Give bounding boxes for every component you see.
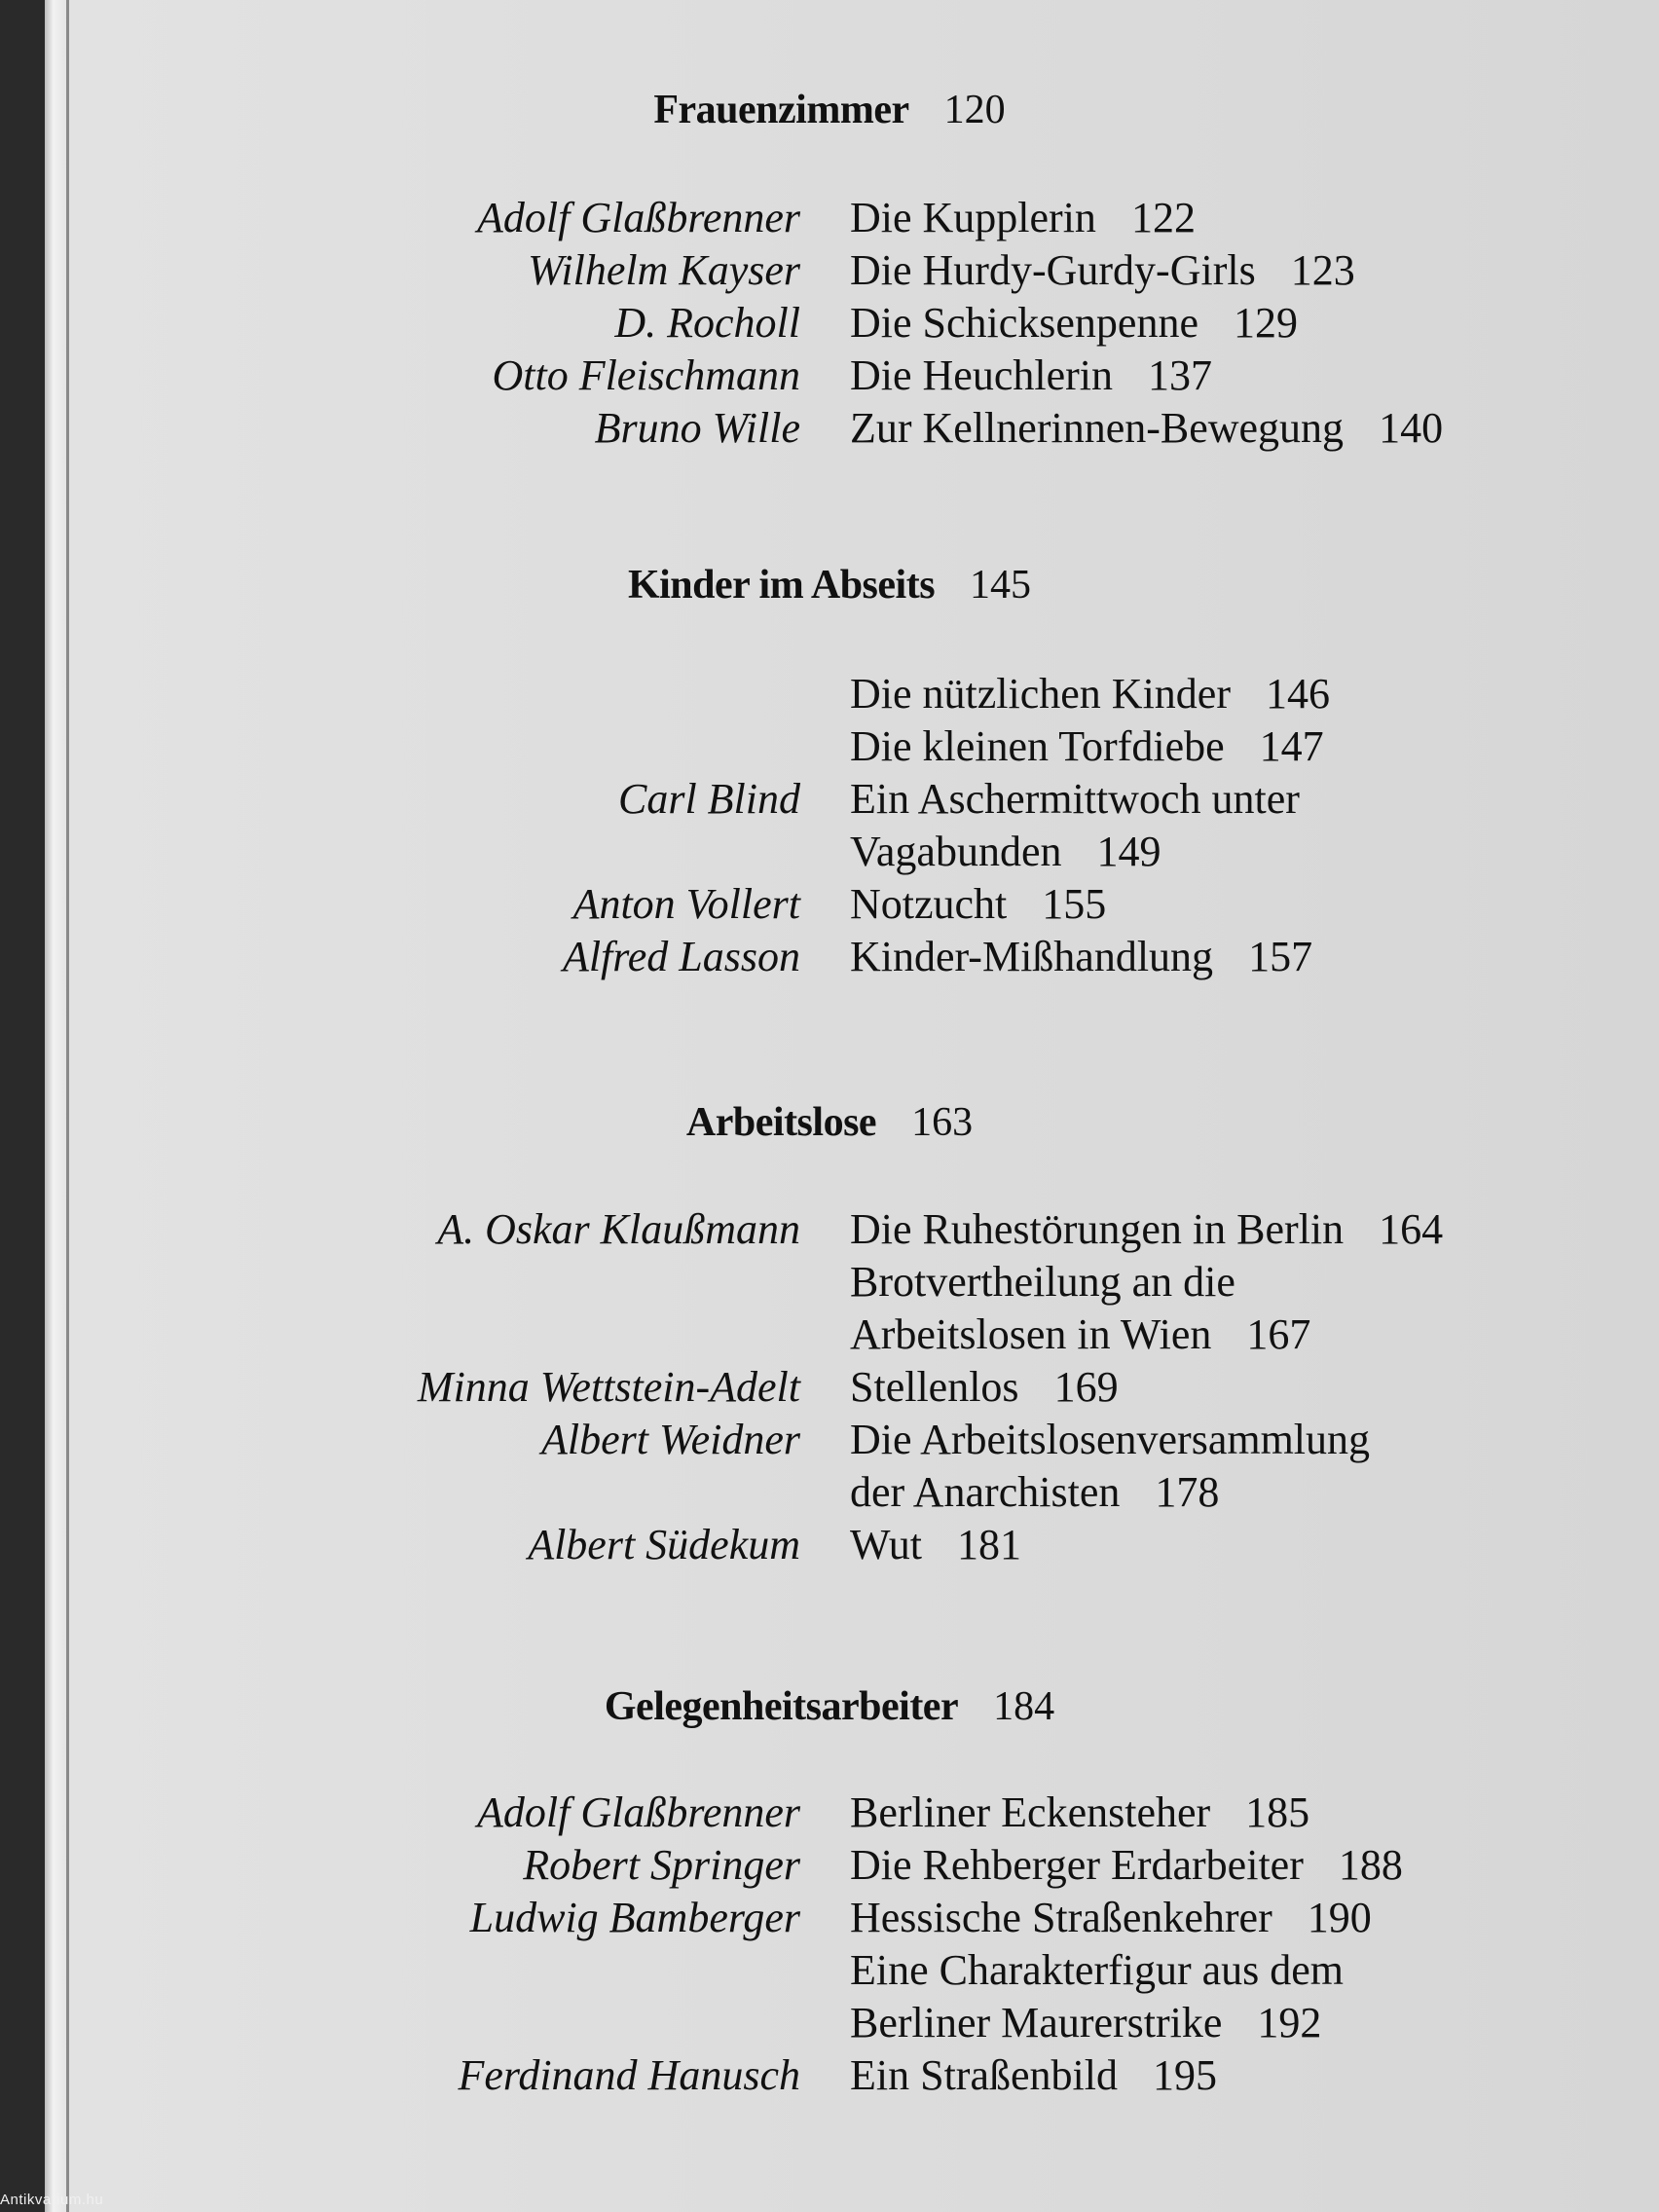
entry-title-line — [850, 720, 1324, 773]
entry-page-number: 123 — [1290, 246, 1355, 294]
section-title: Arbeitslose — [685, 1100, 877, 1145]
watermark: Antikvarium.hu — [0, 2192, 104, 2208]
entry-title: Ein Aschermittwoch unter — [850, 775, 1300, 823]
entry-title: Notzucht — [850, 880, 1008, 928]
entry-title-line — [850, 878, 1106, 931]
entry-title-line — [850, 350, 1212, 402]
entry-title-line — [850, 1997, 1321, 2049]
section-page-number: 184 — [993, 1684, 1055, 1729]
entry-page-number: 137 — [1148, 351, 1212, 399]
section-title: Gelegenheitsarbeiter — [604, 1684, 959, 1729]
entry-page-number: 185 — [1245, 1788, 1310, 1836]
entry-author: Albert Südekum — [528, 1521, 800, 1568]
entry-author: Wilhelm Kayser — [528, 246, 800, 294]
entry-title: Vagabunden — [850, 828, 1062, 875]
entry-page-number: 157 — [1248, 933, 1313, 980]
entry-title: Die Arbeitslosenversammlung — [850, 1416, 1371, 1463]
section-heading — [0, 84, 1659, 136]
entry-title: Berliner Maurerstrike — [850, 1999, 1223, 2046]
entry-page-number: 178 — [1155, 1468, 1220, 1516]
section-page-number: 145 — [970, 563, 1032, 608]
entry-author: Adolf Glaßbrenner — [477, 1788, 800, 1836]
entry-title: Eine Charakterfigur aus dem — [850, 1946, 1345, 1994]
entry-title-line — [850, 1309, 1310, 1361]
entry-title: Die Kupplerin — [850, 194, 1096, 241]
entry-title-line — [850, 192, 1196, 244]
entry-page-number: 149 — [1096, 828, 1161, 875]
entry-title-line — [850, 1361, 1119, 1414]
entry-title-line — [850, 668, 1330, 720]
section-title: Kinder im Abseits — [627, 563, 936, 608]
entry-title: Arbeitslosen in Wien — [850, 1310, 1212, 1358]
entry-title-line — [850, 1892, 1372, 1944]
entry-page-number: 167 — [1246, 1310, 1311, 1358]
section-page-number: 120 — [943, 88, 1006, 132]
entry-title: Die Hurdy-Gurdy-Girls — [850, 246, 1256, 294]
entry-author: Bruno Wille — [594, 404, 800, 452]
section-title: Frauenzimmer — [653, 88, 909, 132]
entry-page-number: 195 — [1152, 2051, 1217, 2099]
entry-page-number: 129 — [1234, 299, 1298, 347]
entry-title: Berliner Eckensteher — [850, 1788, 1211, 1836]
entry-title: Die Rehberger Erdarbeiter — [850, 1841, 1304, 1889]
entry-title: Hessische Straßenkehrer — [850, 1894, 1272, 1941]
entry-title: Die kleinen Torfdiebe — [850, 722, 1225, 770]
section-heading — [0, 1680, 1659, 1733]
entry-author: A. Oskar Klaußmann — [437, 1205, 800, 1253]
entry-title-line — [850, 1519, 1021, 1571]
entry-title-line — [850, 2049, 1217, 2102]
entry-page-number: 164 — [1379, 1205, 1444, 1253]
entry-page-number: 155 — [1042, 880, 1107, 928]
entry-title: der Anarchisten — [850, 1468, 1121, 1516]
entry-title: Die Ruhestörungen in Berlin — [850, 1205, 1345, 1253]
entry-page-number: 169 — [1053, 1363, 1119, 1411]
section-heading — [0, 559, 1659, 611]
entry-title-line — [850, 244, 1355, 297]
entry-title-line — [850, 826, 1161, 878]
entry-title: Zur Kellnerinnen-Bewegung — [850, 404, 1345, 452]
entry-author: Robert Springer — [523, 1841, 800, 1889]
entry-author: Ferdinand Hanusch — [458, 2051, 800, 2099]
entry-page-number: 140 — [1379, 404, 1444, 452]
entry-author: D. Rocholl — [614, 299, 800, 347]
entry-page-number: 190 — [1307, 1894, 1372, 1941]
entry-title-line — [850, 773, 1300, 826]
entry-author: Minna Wettstein-Adelt — [417, 1363, 800, 1411]
entry-title: Die nützlichen Kinder — [850, 670, 1231, 718]
entry-page-number: 188 — [1338, 1841, 1403, 1889]
entry-page-number: 122 — [1130, 194, 1196, 241]
entry-title-line — [850, 1256, 1235, 1309]
entry-title: Wut — [850, 1521, 922, 1568]
entry-page-number: 192 — [1257, 1999, 1322, 2046]
entry-author: Albert Weidner — [541, 1416, 800, 1463]
entry-title: Brotvertheilung an die — [850, 1258, 1235, 1306]
entry-title-line — [850, 1944, 1344, 1997]
entry-title: Stellenlos — [850, 1363, 1019, 1411]
entry-author: Alfred Lasson — [562, 933, 800, 980]
entry-page-number: 146 — [1265, 670, 1330, 718]
entry-page-number: 147 — [1259, 722, 1324, 770]
entry-title: Ein Straßenbild — [850, 2051, 1118, 2099]
entry-title: Die Heuchlerin — [850, 351, 1113, 399]
entry-title-line — [850, 402, 1443, 455]
entry-title-line — [850, 1466, 1219, 1519]
entry-title-line — [850, 297, 1298, 350]
entry-title-line — [850, 1787, 1309, 1839]
entry-title: Kinder-Mißhandlung — [850, 933, 1214, 980]
entry-title-line — [850, 931, 1312, 983]
entry-page-number: 181 — [957, 1521, 1021, 1568]
section-page-number: 163 — [911, 1100, 974, 1145]
entry-title-line — [850, 1839, 1403, 1892]
entry-author: Anton Vollert — [572, 880, 800, 928]
entry-author: Carl Blind — [617, 775, 800, 823]
entry-author: Otto Fleischmann — [492, 351, 800, 399]
entry-title-line — [850, 1203, 1443, 1256]
entry-author: Ludwig Bamberger — [469, 1894, 800, 1941]
section-heading — [0, 1096, 1659, 1149]
entry-title: Die Schicksenpenne — [850, 299, 1198, 347]
entry-author: Adolf Glaßbrenner — [477, 194, 800, 241]
entry-title-line — [850, 1414, 1370, 1466]
